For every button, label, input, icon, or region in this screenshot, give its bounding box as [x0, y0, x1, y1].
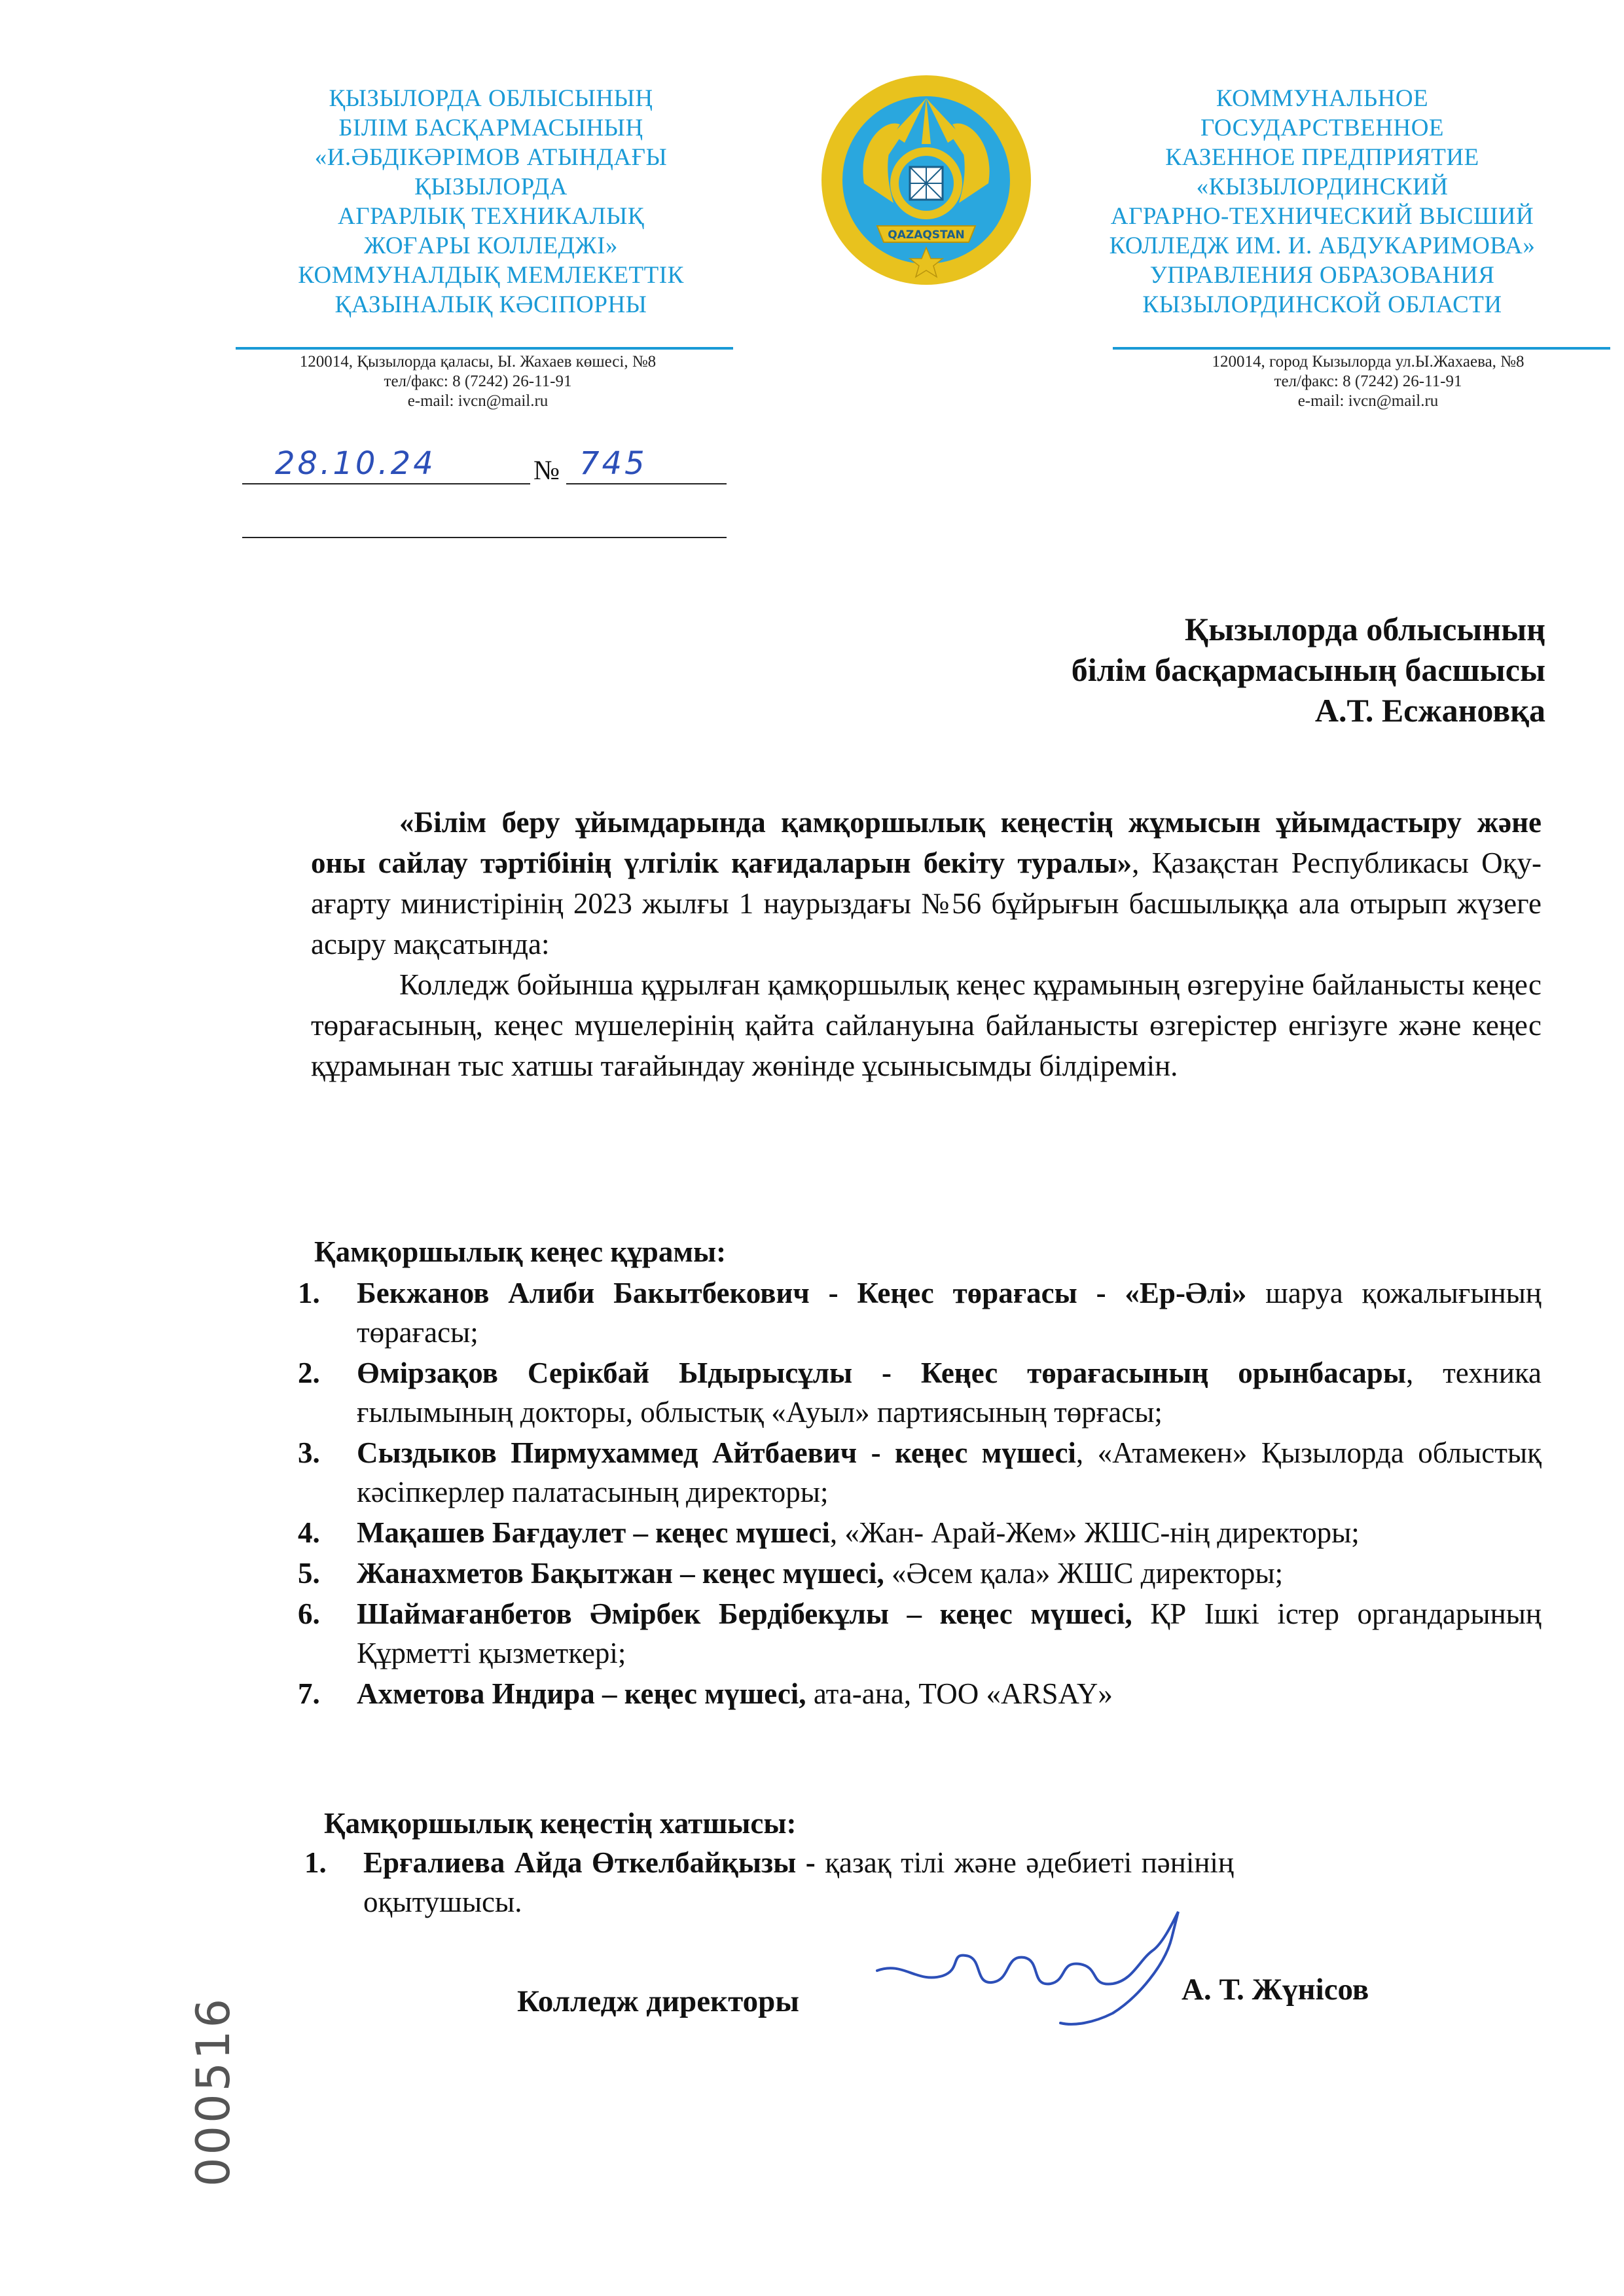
blank-underline — [242, 537, 727, 538]
signatory-role: Колледж директоры — [517, 1984, 799, 2018]
header-left-line: АГРАРЛЫҚ ТЕХНИКАЛЫҚ — [337, 203, 645, 230]
member-role: «Әсем қала» ЖШС директоры; — [884, 1557, 1284, 1590]
header-divider-right — [1113, 347, 1610, 350]
contact-phone: тел/факс: 8 (7242) 26-11-91 — [1274, 373, 1462, 390]
item-number: 2. — [298, 1357, 320, 1389]
header-right-line: КОММУНАЛЬНОЕ — [1216, 85, 1429, 112]
header-right-line: КЫЗЫЛОРДИНСКОЙ ОБЛАСТИ — [1142, 291, 1502, 318]
member-role: қазақ тілі және әдебиеті пәнінің оқытушысы. — [363, 1846, 1234, 1918]
header-left-org-name — [216, 84, 766, 319]
header-left-line: ҚАЗЫНАЛЫҚ КӘСІПОРНЫ — [334, 291, 647, 318]
body-paragraph-1 — [311, 802, 1542, 964]
header-left-line: ҚЫЗЫЛОРДА ОБЛЫСЫНЫҢ — [329, 85, 653, 112]
header-left-line: ЖОҒАРЫ КОЛЛЕДЖІ» — [364, 232, 618, 259]
contact-email: e-mail: ivcn@mail.ru — [407, 392, 549, 410]
member-name: Шаймағанбетов Әмірбек Бердібекұлы – кеңес мүшесі, — [357, 1597, 1132, 1630]
handwritten-signature — [864, 1899, 1204, 2043]
member-role: , «Жан- Арай-Жем» ЖШС-нің директоры; — [829, 1516, 1360, 1549]
member-name: Жанахметов Бақытжан – кеңес мүшесі, — [357, 1557, 884, 1590]
member-name: Ахметова Индира – кеңес мүшесі, — [357, 1677, 806, 1710]
list-item — [298, 1513, 1542, 1552]
document-serial-number: 000516 — [187, 1995, 240, 2187]
emblem-text: QAZAQSTAN — [888, 228, 965, 242]
addressee-block — [760, 609, 1545, 731]
member-name: Ерғалиева Айда Өткелбайқызы - — [363, 1846, 816, 1879]
contact-address: 120014, город Кызылорда ул.Ы.Жахаева, №8 — [1212, 353, 1525, 371]
member-role: , техника ғылымының докторы, облыстық «Ауыл» партиясының төрғасы; — [357, 1357, 1542, 1429]
item-number: 3. — [298, 1436, 320, 1469]
secretary-title: Қамқоршылық кеңестің хатшысы: — [324, 1807, 797, 1840]
outgoing-number: 745 — [579, 445, 647, 482]
list-item — [298, 1554, 1542, 1593]
council-title: Қамқоршылық кеңес құрамы: — [314, 1235, 727, 1268]
state-emblem-graphic — [818, 72, 1034, 288]
header-left-contact — [223, 352, 733, 411]
item-number: 1. — [304, 1846, 327, 1879]
signature-scribble — [864, 1899, 1204, 2043]
list-item — [298, 1433, 1542, 1512]
number-sign: № — [533, 456, 560, 486]
letter-body — [311, 802, 1542, 1086]
header-divider-left — [236, 347, 733, 350]
order-title: «Білім беру ұйымдарында қамқоршылық кеңестің жұмысын ұйымдастыру және оны сайлау тәртібінің үлгілік қағидаларын бекіту туралы» — [311, 806, 1542, 879]
addressee-line: білім басқармасының басшысы — [1071, 651, 1545, 688]
list-item — [298, 1353, 1542, 1432]
item-number: 1. — [298, 1277, 320, 1309]
signatory-name: А. Т. Жүнісов — [1182, 1973, 1369, 2007]
header-right-line: ГОСУДАРСТВЕННОЕ — [1200, 115, 1445, 141]
contact-address: 120014, Қызылорда қаласы, Ы. Жахаев көшесі, №8 — [299, 353, 657, 371]
addressee-line: А.Т. Есжановқа — [1314, 692, 1545, 729]
header-left-line: «И.ӘБДІКӘРІМОВ АТЫНДАҒЫ — [314, 144, 668, 171]
addressee-line: Қызылорда облысының — [1184, 611, 1545, 647]
council-members — [298, 1273, 1542, 1715]
header-left-line: КОММУНАЛДЫҚ МЕМЛЕКЕТТІК — [298, 262, 684, 289]
list-item — [298, 1594, 1542, 1673]
header-right-org-name — [1074, 84, 1571, 319]
member-role: шаруа қожалығының төрағасы; — [357, 1277, 1542, 1349]
member-name: Бекжанов Алиби Бакытбекович - Кеңес төрағасы - «Ер-Әлі» — [357, 1277, 1247, 1309]
order-reference: , Қазақстан Республикасы Оқу-ағарту министірінің 2023 жылғы 1 наурыздағы №56 бұйрығын басшылыққа ала отырып жүзеге асыру мақсатында: — [311, 847, 1542, 960]
number-underline — [566, 483, 727, 484]
member-name: Сыздыков Пирмухаммед Айтбаевич - кеңес мүшесі — [357, 1436, 1076, 1469]
contact-email: e-mail: ivcn@mail.ru — [1297, 392, 1439, 410]
header-right-line: УПРАВЛЕНИЯ ОБРАЗОВАНИЯ — [1149, 262, 1495, 289]
header-left-line: ҚЫЗЫЛОРДА — [414, 173, 568, 200]
body-paragraph-2: Колледж бойынша құрылған қамқоршылық кеңес құрамының өзгеруіне байланысты кеңес төрағасының, кеңес мүшелерінің қайта сайлануына байланысты өзгерістер енгізуге және кеңес құрамынан тыс хатшы тағайындау жөнінде ұсынысымды білдіремін. — [311, 968, 1542, 1082]
item-number: 4. — [298, 1516, 320, 1549]
header-right-line: АГРАРНО-ТЕХНИЧЕСКИЙ ВЫСШИЙ — [1110, 203, 1534, 230]
contact-phone: тел/факс: 8 (7242) 26-11-91 — [384, 373, 572, 390]
date-underline — [242, 483, 530, 484]
header-left-line: БІЛІМ БАСҚАРМАСЫНЫҢ — [338, 115, 643, 141]
state-emblem-icon — [818, 72, 1034, 288]
list-item — [298, 1674, 1542, 1713]
item-number: 5. — [298, 1557, 320, 1590]
header-right-line: КОЛЛЕДЖ ИМ. И. АБДУКАРИМОВА» — [1109, 232, 1536, 259]
member-name: Өмірзақов Серікбай Ыдырысұлы - Кеңес төрағасының орынбасары — [357, 1357, 1406, 1389]
member-role: , «Атамекен» Қызылорда облыстық кәсіпкерлер палатасының директоры; — [357, 1436, 1542, 1508]
header-right-contact — [1152, 352, 1584, 411]
item-number: 6. — [298, 1597, 320, 1630]
header-right-line: «КЫЗЫЛОРДИНСКИЙ — [1196, 173, 1449, 200]
outgoing-date: 28.10.24 — [275, 445, 436, 482]
member-role: ҚР Ішкі істер органдарының Құрметті қызметкері; — [357, 1597, 1542, 1669]
header-right-line: КАЗЕННОЕ ПРЕДПРИЯТИЕ — [1165, 144, 1479, 171]
member-role: ата-ана, ТОО «ARSAY» — [806, 1677, 1113, 1710]
list-item — [298, 1273, 1542, 1352]
member-name: Мақашев Бағдаулет – кеңес мүшесі — [357, 1516, 830, 1549]
item-number: 7. — [298, 1677, 320, 1710]
